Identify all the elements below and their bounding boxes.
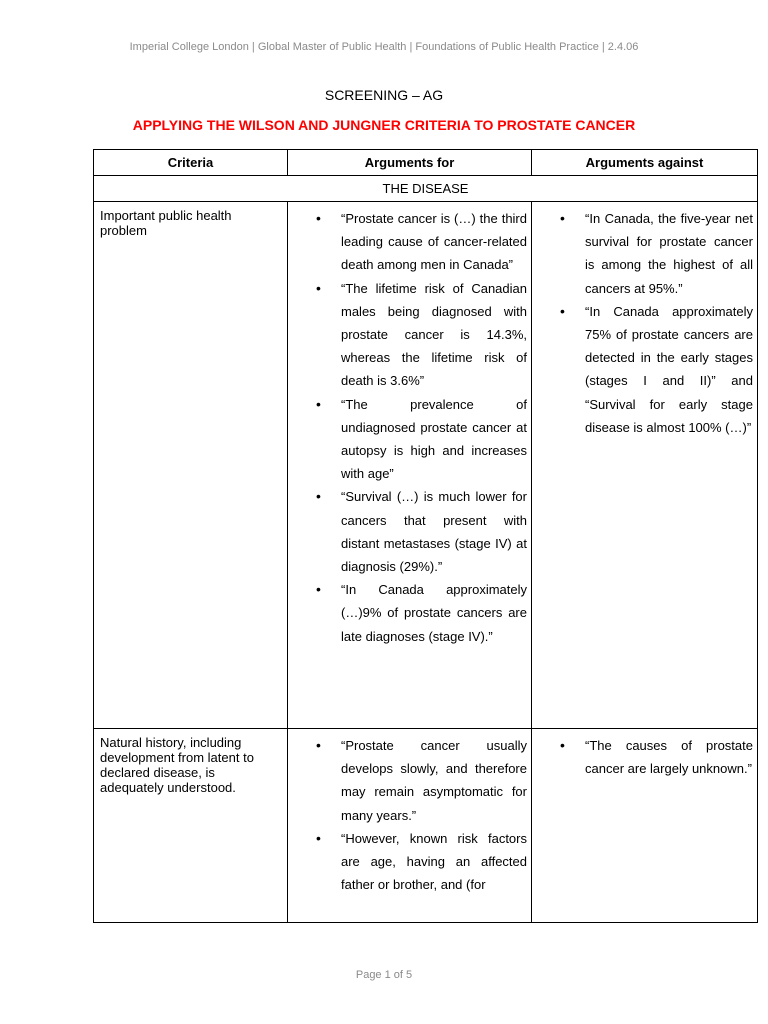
list-item: • “The causes of prostate cancer are largely unknown.” — [532, 734, 753, 780]
list-item: • “Prostate cancer is (…) the third leading cause of cancer-related death among men in Canada” — [288, 207, 527, 277]
section-title: THE DISEASE — [94, 176, 758, 202]
list-item: • “However, known risk factors are age, having an affected father or brother, and (for — [288, 827, 527, 897]
arguments-against-cell — [532, 729, 758, 923]
page-footer: Page 1 of 5 — [355, 969, 413, 981]
arguments-against-cell — [532, 202, 758, 729]
criteria-table — [93, 149, 758, 923]
list-item: • “In Canada approximately (…)9% of prostate cancers are late diagnoses (stage IV).” — [288, 578, 527, 648]
table-row — [94, 729, 758, 923]
criteria-cell: Important public health problem — [94, 202, 288, 729]
column-header-arguments-against: Arguments against — [532, 150, 758, 176]
list-item: • “The lifetime risk of Canadian males being diagnosed with prostate cancer is 14.3%, whereas the lifetime risk of death is 3.6%” — [288, 277, 527, 393]
arguments-for-cell — [288, 202, 532, 729]
list-item: • “In Canada, the five-year net survival for prostate cancer is among the highest of all cancers at 95%.” — [532, 207, 753, 300]
list-item: • “Survival (…) is much lower for cancers that present with distant metastases (stage IV) at diagnosis (29%).” — [288, 485, 527, 578]
list-item: • “Prostate cancer usually develops slowly, and therefore may remain asymptomatic for many years.” — [288, 734, 527, 827]
column-header-criteria: Criteria — [94, 150, 288, 176]
document-subtitle: APPLYING THE WILSON AND JUNGNER CRITERIA TO PROSTATE CANCER — [132, 117, 636, 133]
document-title: SCREENING – AG — [324, 87, 444, 103]
column-header-arguments-for: Arguments for — [288, 150, 532, 176]
list-item: • “The prevalence of undiagnosed prostate cancer at autopsy is high and increases with age” — [288, 393, 527, 486]
table-row — [94, 202, 758, 729]
list-item: • “In Canada approximately 75% of prostate cancers are detected in the early stages (stages I and II)” and “Survival for early stage disease is almost 100% (…)” — [532, 300, 753, 439]
table-header-row — [94, 150, 758, 176]
section-row — [94, 176, 758, 202]
arguments-for-cell — [288, 729, 532, 923]
page-header: Imperial College London | Global Master of Public Health | Foundations of Public Health Practice | 2.4.06 — [129, 41, 639, 53]
criteria-cell: Natural history, including development from latent to declared disease, is adequately understood. — [94, 729, 288, 923]
